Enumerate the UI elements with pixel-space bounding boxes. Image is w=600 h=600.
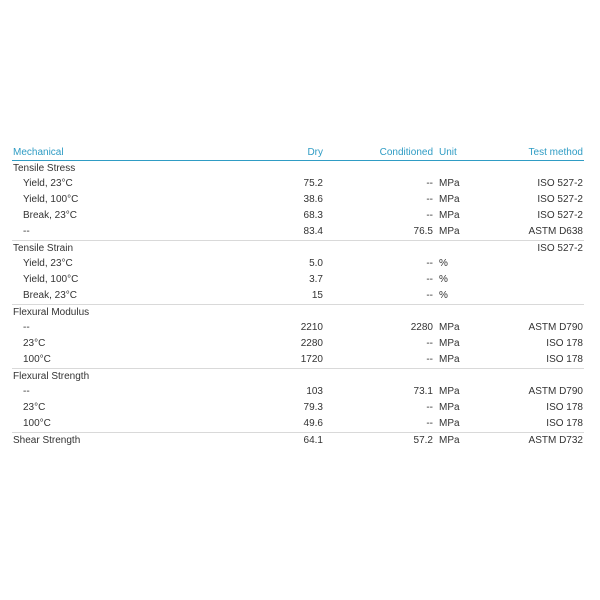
test-method: ISO 178 (546, 418, 583, 429)
table-row (12, 272, 584, 288)
group-heading (12, 240, 584, 256)
dry-value: 68.3 (303, 210, 323, 221)
dry-value: 64.1 (303, 435, 323, 446)
table-row (12, 176, 584, 192)
conditioned-value: -- (426, 258, 433, 269)
row-label: 23°C (23, 338, 46, 349)
dry-value: 83.4 (303, 226, 323, 237)
unit: % (439, 258, 448, 269)
row-label: Yield, 23°C (23, 178, 73, 189)
row-label: Yield, 100°C (23, 274, 79, 285)
conditioned-value: -- (426, 402, 433, 413)
unit: MPa (439, 210, 460, 221)
group-label: Tensile Strain (13, 243, 74, 254)
unit: MPa (439, 354, 460, 365)
row-label: Shear Strength (13, 435, 81, 446)
dry-value: 1720 (300, 354, 323, 365)
test-method: ISO 178 (546, 338, 583, 349)
test-method: ISO 178 (546, 402, 583, 413)
table-row (12, 336, 584, 352)
row-label: -- (23, 322, 30, 333)
unit: MPa (439, 226, 460, 237)
test-method: ISO 527-2 (537, 194, 583, 205)
unit: MPa (439, 386, 460, 397)
test-method: ASTM D790 (528, 322, 583, 333)
dry-value: 15 (311, 290, 323, 301)
row-label: -- (23, 386, 30, 397)
dry-value: 49.6 (303, 418, 323, 429)
unit: MPa (439, 402, 460, 413)
row-label: Break, 23°C (23, 210, 78, 221)
group-label: Flexural Strength (13, 371, 90, 382)
dry-value: 75.2 (303, 178, 323, 189)
unit: MPa (439, 435, 460, 446)
test-method: ASTM D790 (528, 386, 583, 397)
group-heading (12, 304, 584, 320)
group-label: Tensile Stress (13, 163, 76, 174)
conditioned-value: -- (426, 210, 433, 221)
properties-table (12, 145, 584, 449)
unit: % (439, 274, 448, 285)
table-row (12, 416, 584, 432)
conditioned-value: -- (426, 178, 433, 189)
table-row-shear-strength (12, 432, 584, 449)
group-label: Flexural Modulus (13, 307, 90, 318)
unit: MPa (439, 178, 460, 189)
dry-value: 3.7 (309, 274, 323, 285)
test-method: ISO 527-2 (537, 178, 583, 189)
header-mechanical: Mechanical (13, 147, 64, 158)
header-test-method: Test method (528, 147, 583, 158)
table-row (12, 192, 584, 208)
group-heading (12, 368, 584, 384)
conditioned-value: 2280 (410, 322, 433, 333)
test-method: ISO 178 (546, 354, 583, 365)
unit: % (439, 290, 448, 301)
conditioned-value: 76.5 (413, 226, 433, 237)
unit: MPa (439, 418, 460, 429)
header-conditioned: Conditioned (379, 147, 433, 158)
row-label: Yield, 23°C (23, 258, 73, 269)
table-row (12, 256, 584, 272)
conditioned-value: 73.1 (413, 386, 433, 397)
dry-value: 79.3 (303, 402, 323, 413)
header-dry: Dry (307, 147, 323, 158)
test-method: ASTM D638 (528, 226, 583, 237)
table-row (12, 320, 584, 336)
dry-value: 103 (306, 386, 323, 397)
conditioned-value: -- (426, 194, 433, 205)
group-heading (12, 161, 584, 176)
table-row (12, 352, 584, 368)
group-test-method: ISO 527-2 (537, 243, 583, 254)
table-row (12, 208, 584, 224)
conditioned-value: -- (426, 274, 433, 285)
test-method: ISO 527-2 (537, 210, 583, 221)
conditioned-value: 57.2 (413, 435, 433, 446)
row-label: Yield, 100°C (23, 194, 79, 205)
dry-value: 2210 (300, 322, 323, 333)
unit: MPa (439, 322, 460, 333)
dry-value: 38.6 (303, 194, 323, 205)
test-method: ASTM D732 (528, 435, 583, 446)
table-row (12, 288, 584, 304)
conditioned-value: -- (426, 338, 433, 349)
row-label: 23°C (23, 402, 46, 413)
row-label: 100°C (23, 418, 51, 429)
row-label: -- (23, 226, 30, 237)
dry-value: 5.0 (309, 258, 323, 269)
table-row (12, 384, 584, 400)
header-unit: Unit (439, 147, 457, 158)
unit: MPa (439, 338, 460, 349)
row-label: 100°C (23, 354, 51, 365)
unit: MPa (439, 194, 460, 205)
conditioned-value: -- (426, 290, 433, 301)
dry-value: 2280 (300, 338, 323, 349)
table-header (12, 145, 584, 161)
conditioned-value: -- (426, 354, 433, 365)
table-row (12, 400, 584, 416)
conditioned-value: -- (426, 418, 433, 429)
table-row (12, 224, 584, 240)
row-label: Break, 23°C (23, 290, 78, 301)
